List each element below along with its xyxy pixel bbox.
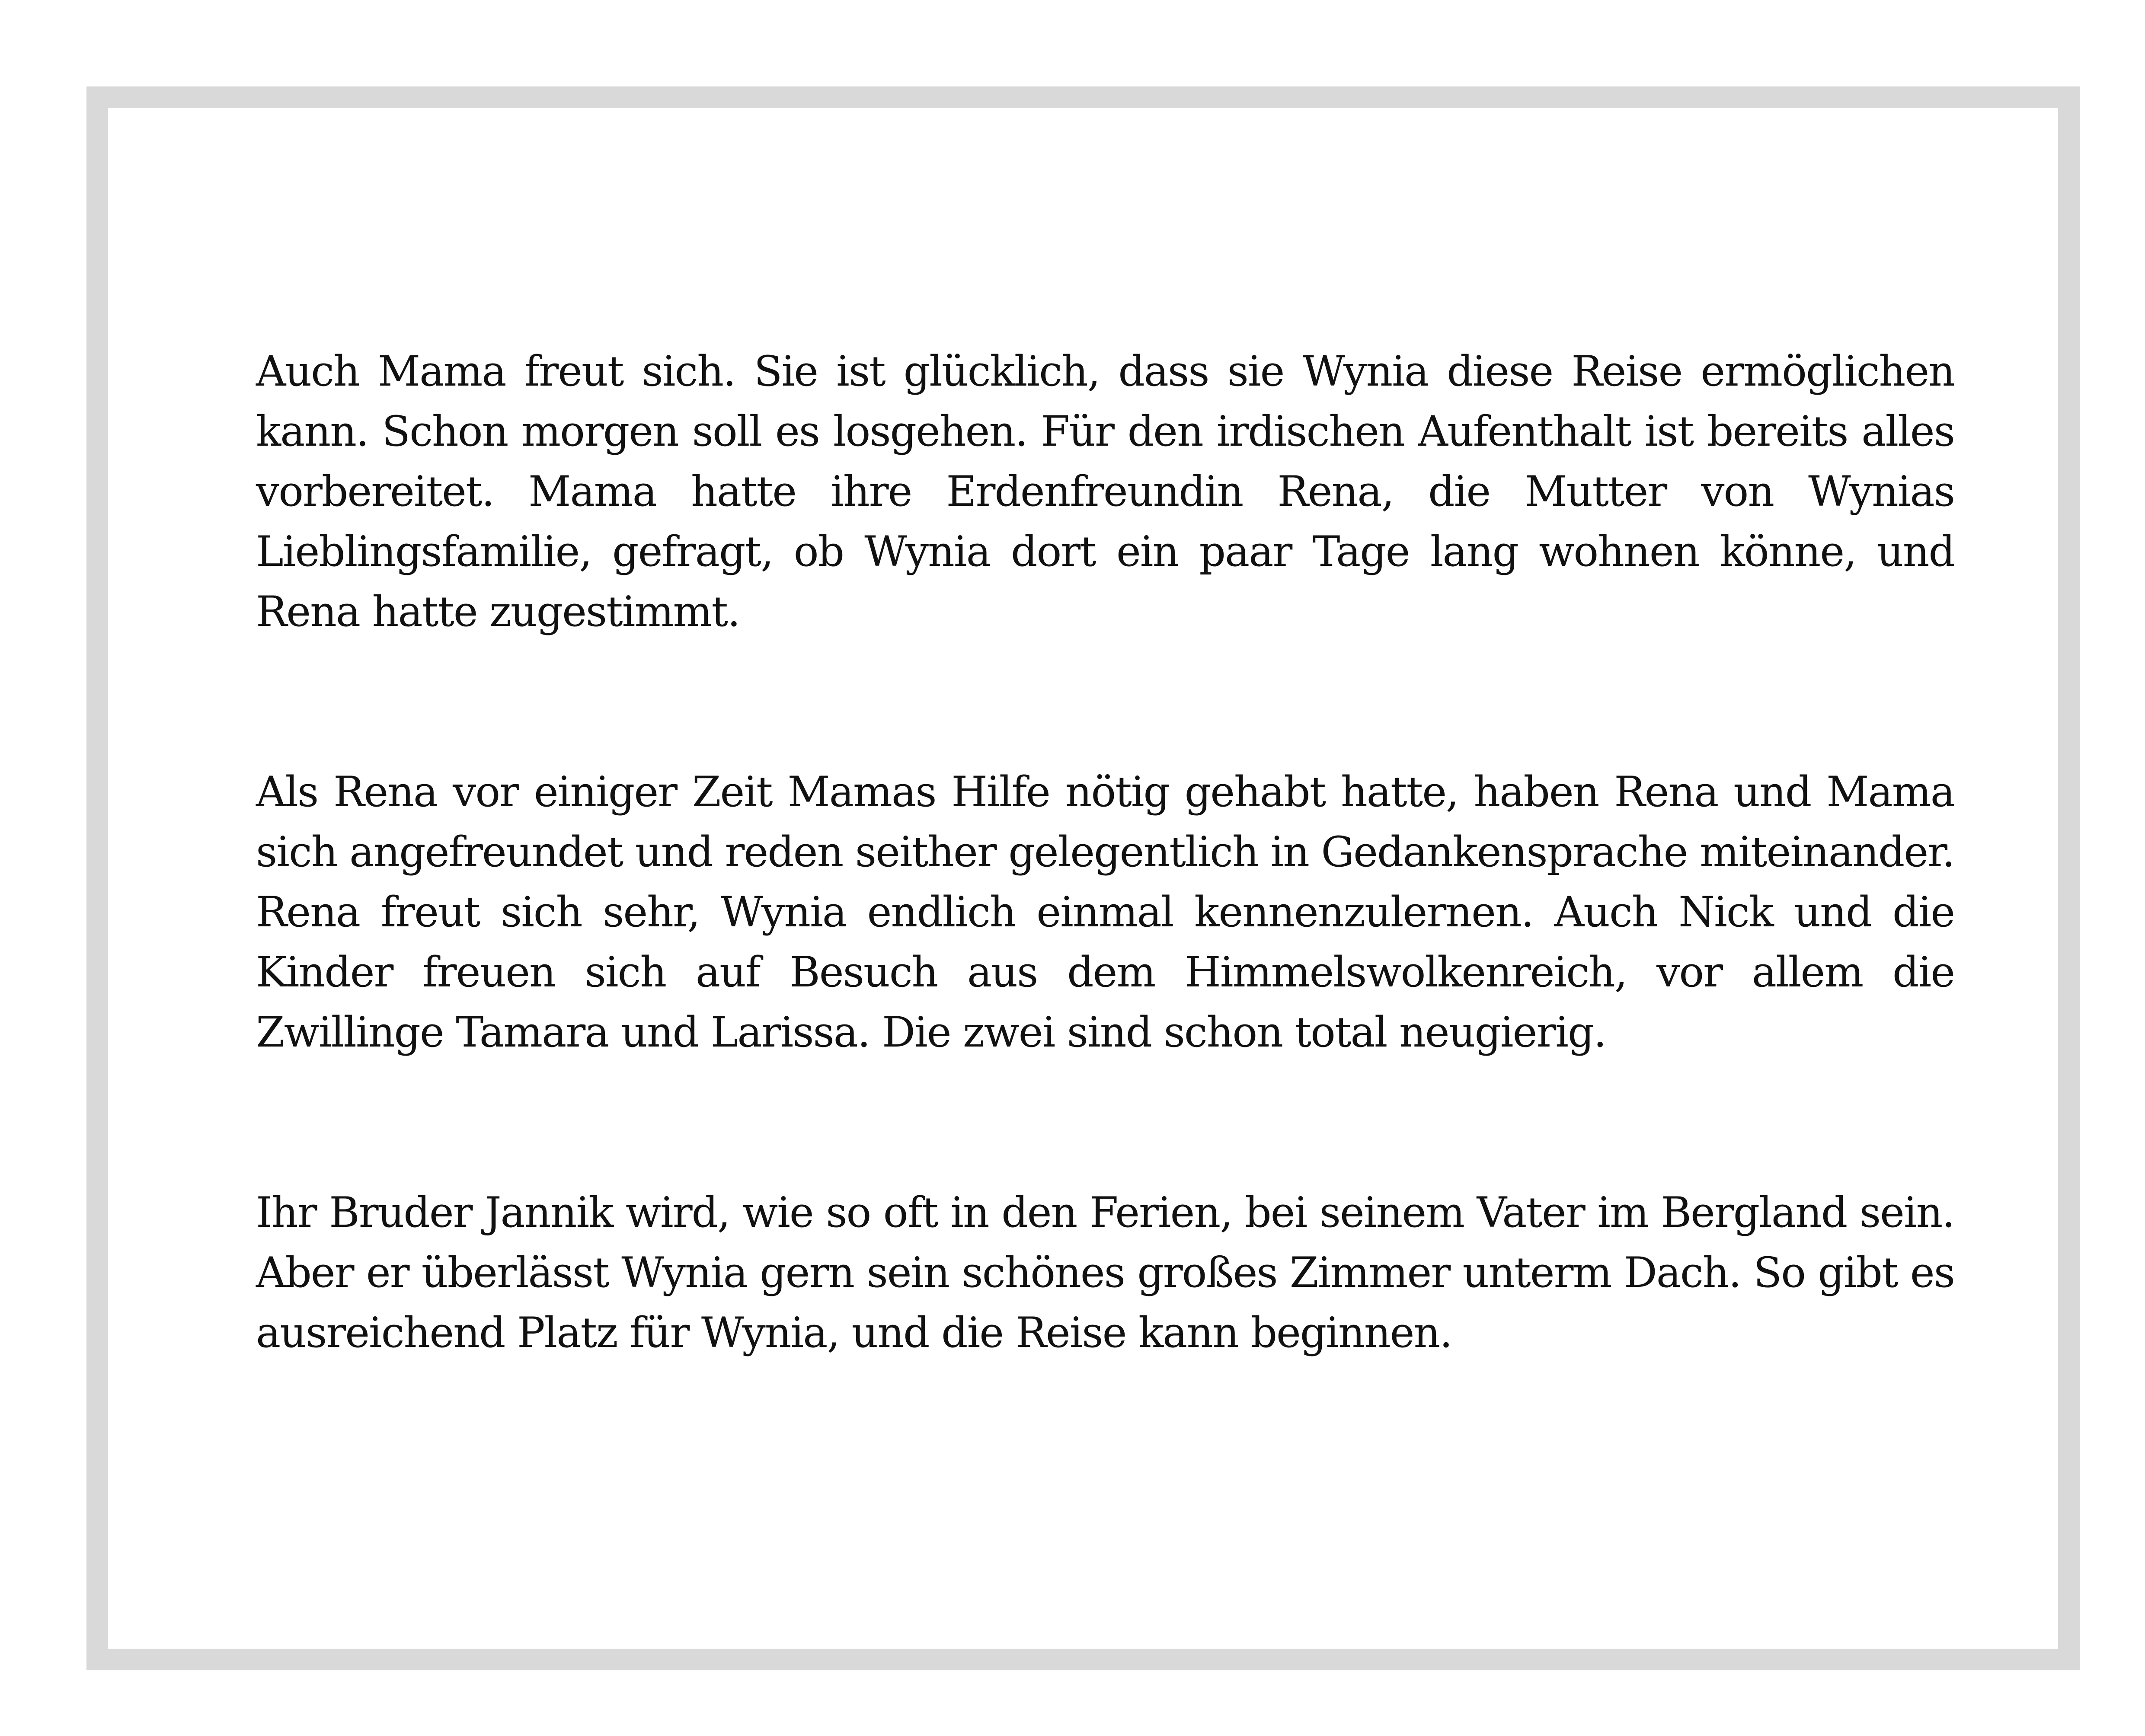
paragraph-3: Ihr Bruder Jannik wird, wie so oft in den Ferien, bei seinem Vater im Bergland sein. Aber er überlässt Wynia gern sein schönes großes Zimmer unterm Dach. So gibt es ausreichend Platz für Wynia, und die Reise kann beginnen. bbox=[256, 1188, 1954, 1357]
paragraph-2: Als Rena vor einiger Zeit Mamas Hilfe nötig gehabt hatte, haben Rena und Mama sich angefreundet und reden seither gelegentlich in Gedankensprache miteinander. Rena freut sich sehr, Wynia endlich einmal kennenzulernen. Auch Nick und die Kinder freuen sich auf Besuch aus dem Himmelswolkenreich, vor allem die Zwillinge Tamara und Larissa. Die zwei sind schon total neugierig. bbox=[256, 768, 1954, 1056]
paragraph-1: Auch Mama freut sich. Sie ist glücklich, dass sie Wynia diese Reise ermöglichen kann. Schon morgen soll es losgehen. Für den irdischen Aufenthalt ist bereits alles vorbereitet. Mama hatte ihre Erdenfreundin Rena, die Mutter von Wynias Lieblingsfamilie, gefragt, ob Wynia dort ein paar Tage lang wohnen könne, und Rena hatte zugestimmt. bbox=[256, 347, 1954, 636]
text-body bbox=[256, 341, 1954, 1363]
